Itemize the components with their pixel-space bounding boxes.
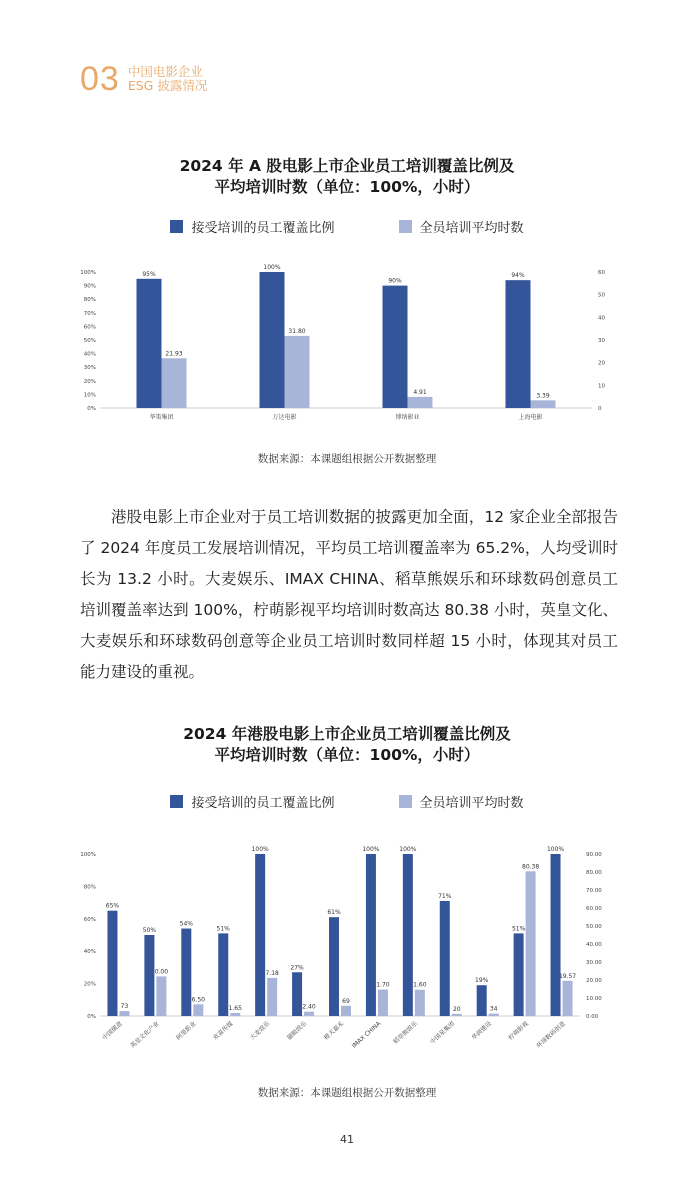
bar-coverage bbox=[477, 985, 487, 1016]
bar-label-hours: 34 bbox=[489, 1005, 498, 1013]
section-number: 03 bbox=[80, 60, 120, 98]
y-right-tick-label: 10 bbox=[598, 383, 605, 390]
bar-hours bbox=[304, 1012, 314, 1016]
bar-label-coverage: 50% bbox=[142, 927, 157, 934]
body-text bbox=[80, 502, 618, 688]
bar-label-hours: 31.80 bbox=[288, 327, 306, 335]
y-left-tick-label: 60% bbox=[83, 324, 96, 331]
bar-hours bbox=[162, 358, 187, 408]
chart2-source-note: 数据来源：本课题组根据公开数据整理 bbox=[257, 1087, 437, 1099]
bar-hours bbox=[489, 1014, 499, 1016]
bar-label-coverage: 51% bbox=[216, 925, 230, 933]
bar-hours bbox=[415, 990, 425, 1016]
x-tick-label: 柠萌影视 bbox=[507, 1020, 530, 1042]
bar-label-hours: 1.70 bbox=[376, 981, 390, 989]
legend-label-coverage: 接受培训的员工覆盖比例 bbox=[191, 796, 335, 811]
bar-hours bbox=[341, 1006, 351, 1016]
bar-label-coverage: 100% bbox=[546, 846, 565, 853]
bar-hours bbox=[408, 397, 433, 408]
bar-label-coverage: 100% bbox=[362, 846, 380, 853]
x-tick-label: 猫眼娱乐 bbox=[285, 1020, 309, 1042]
bar-label-coverage: 54% bbox=[179, 920, 193, 928]
y-left-tick-label: 30% bbox=[83, 365, 96, 372]
bar-label-hours: 69 bbox=[342, 997, 350, 1005]
bar-hours bbox=[285, 336, 310, 408]
bar-label-hours: 2.40 bbox=[302, 1003, 316, 1011]
bar-label-coverage: 100% bbox=[263, 264, 281, 271]
bar-label-hours: 7.18 bbox=[265, 969, 279, 977]
x-tick-label: 博纳影业 bbox=[395, 414, 420, 421]
y-right-tick-label: 0 bbox=[598, 406, 602, 412]
bar-hours bbox=[452, 1014, 462, 1016]
bar-coverage bbox=[181, 929, 191, 1016]
bar-label-hours: 1.65 bbox=[228, 1005, 242, 1013]
y-right-tick-label: 0.00 bbox=[586, 1014, 599, 1020]
y-right-tick-label: 80.00 bbox=[586, 870, 602, 876]
y-right-tick-label: 50.00 bbox=[586, 924, 602, 930]
bar-label-hours: 4.91 bbox=[413, 388, 427, 396]
bar-coverage bbox=[260, 272, 285, 408]
y-left-tick-label: 40% bbox=[83, 949, 96, 956]
bar-label-coverage: 71% bbox=[438, 892, 452, 900]
y-left-tick-label: 100% bbox=[80, 270, 96, 276]
bar-label-coverage: 100% bbox=[251, 846, 269, 853]
y-left-tick-label: 20% bbox=[83, 378, 96, 385]
x-tick-label: 阿里影业 bbox=[175, 1020, 198, 1042]
bar-hours bbox=[267, 978, 277, 1016]
x-tick-label: 华润建设 bbox=[470, 1020, 494, 1042]
bar-hours bbox=[230, 1013, 240, 1016]
bar-label-coverage: 100% bbox=[399, 846, 417, 853]
chart2-title bbox=[0, 724, 694, 766]
y-right-tick-label: 20 bbox=[598, 360, 605, 367]
x-tick-label: 稻草熊娱乐 bbox=[392, 1020, 420, 1046]
y-right-tick-label: 60 bbox=[598, 270, 605, 276]
bar-hours bbox=[531, 400, 556, 408]
bar-label-coverage: 61% bbox=[327, 909, 341, 917]
bar-label-hours: 21.93 bbox=[165, 350, 183, 358]
section-title bbox=[128, 65, 208, 93]
y-right-tick-label: 60.00 bbox=[586, 906, 602, 912]
x-tick-label: 华策集团 bbox=[149, 414, 174, 421]
bar-hours bbox=[156, 976, 166, 1016]
y-right-tick-label: 90.00 bbox=[586, 852, 602, 858]
bar-label-coverage: 95% bbox=[142, 270, 156, 278]
y-right-tick-label: 10.00 bbox=[586, 996, 602, 1002]
chart1-title-line1: 2024 年 A 股电影上市企业员工培训覆盖比例及 bbox=[179, 157, 515, 175]
bar-coverage bbox=[383, 286, 408, 408]
chart2-legend bbox=[0, 792, 694, 811]
page-number: 41 bbox=[340, 1133, 354, 1146]
bar-coverage bbox=[137, 279, 162, 408]
legend-swatch-secondary bbox=[399, 795, 412, 808]
y-right-tick-label: 30.00 bbox=[586, 960, 602, 966]
legend-label-hours: 全员培训平均时数 bbox=[419, 796, 524, 811]
bar-label-hours: 20 bbox=[452, 1005, 461, 1013]
bar-label-coverage: 94% bbox=[511, 272, 525, 280]
x-tick-label: 橙天嘉禾 bbox=[322, 1020, 346, 1042]
bar-coverage bbox=[506, 280, 531, 408]
bar-coverage bbox=[292, 972, 302, 1016]
y-left-tick-label: 20% bbox=[83, 981, 96, 988]
y-left-tick-label: 0% bbox=[87, 406, 96, 412]
chart2-plot bbox=[0, 836, 694, 1076]
chart1-legend-item-coverage bbox=[170, 217, 334, 236]
chart1-title-line2: 平均培训时数（单位：100%，小时） bbox=[214, 178, 480, 196]
x-tick-label: 欢喜传媒 bbox=[212, 1020, 235, 1042]
bar-label-coverage: 65% bbox=[105, 902, 120, 910]
section-title-line2: ESG 披露情况 bbox=[127, 78, 208, 93]
bar-coverage bbox=[329, 917, 339, 1016]
y-left-tick-label: 60% bbox=[83, 916, 96, 923]
y-right-tick-label: 20.00 bbox=[586, 978, 602, 984]
bar-label-coverage: 19% bbox=[475, 977, 489, 985]
chart1-legend-item-hours bbox=[399, 217, 524, 236]
bar-coverage bbox=[514, 933, 524, 1016]
x-tick-label: IMAX CHINA bbox=[350, 1020, 383, 1050]
x-tick-label: 万达电影 bbox=[272, 414, 297, 421]
x-tick-label: 中国星集团 bbox=[429, 1020, 457, 1046]
bar-label-hours: 1.60 bbox=[413, 981, 427, 989]
chart2-title-line1: 2024 年港股电影上市企业员工培训覆盖比例及 bbox=[183, 725, 511, 743]
y-left-tick-label: 0% bbox=[87, 1014, 96, 1020]
chart2-legend-item-hours bbox=[399, 792, 524, 811]
y-right-tick-label: 30 bbox=[598, 338, 605, 344]
bar-label-hours: 3.39 bbox=[536, 392, 550, 400]
y-left-tick-label: 50% bbox=[83, 338, 96, 344]
chart1-legend bbox=[0, 217, 694, 236]
chart1-title bbox=[0, 156, 694, 198]
bar-coverage bbox=[255, 854, 265, 1016]
section-title-line1: 中国电影企业 bbox=[127, 64, 203, 79]
bar-label-hours: 0.00 bbox=[154, 968, 169, 976]
legend-swatch-primary bbox=[170, 795, 183, 808]
bar-hours bbox=[193, 1004, 203, 1016]
bar-coverage bbox=[107, 911, 117, 1016]
bar-coverage bbox=[440, 901, 450, 1016]
body-paragraph: 港股电影上市企业对于员工培训数据的披露更加全面，12 家企业全部报告了 2024 年度员工发展培训情况，平均员工培训覆盖率为 65.2%，人均受训时长为 13.2 小时。大麦娱乐、IMAX CHINA、稻草熊娱乐和环球数码创意员工培训覆盖率达到 100%，柠萌影视平均培训时数高达 80.38 小时，英皇文化、大麦娱乐和环球数码创意等企业员工培训时数同样超 15 小时，体现其对员工能力建设的重视。 bbox=[80, 508, 618, 681]
y-right-tick-label: 50 bbox=[598, 292, 605, 299]
bar-label-hours: 80.38 bbox=[522, 863, 540, 871]
bar-label-coverage: 27% bbox=[290, 964, 304, 972]
legend-label-hours: 全员培训平均时数 bbox=[419, 221, 524, 236]
x-tick-label: 大麦娱乐 bbox=[248, 1020, 272, 1042]
chart1-source-note: 数据来源：本课题组根据公开数据整理 bbox=[257, 453, 437, 465]
bar-label-hours: 73 bbox=[120, 1003, 129, 1011]
legend-label-coverage: 接受培训的员工覆盖比例 bbox=[191, 221, 335, 236]
y-left-tick-label: 40% bbox=[83, 351, 96, 358]
bar-coverage bbox=[366, 854, 376, 1016]
x-tick-label: 中国儒意 bbox=[101, 1020, 124, 1042]
bar-hours bbox=[526, 871, 536, 1016]
bar-coverage bbox=[144, 935, 154, 1016]
y-left-tick-label: 100% bbox=[80, 852, 96, 858]
y-right-tick-label: 40 bbox=[598, 315, 605, 322]
y-left-tick-label: 10% bbox=[83, 392, 96, 399]
y-right-tick-label: 40.00 bbox=[586, 942, 602, 948]
bar-label-coverage: 90% bbox=[388, 277, 402, 285]
y-left-tick-label: 80% bbox=[83, 884, 96, 891]
section-header bbox=[80, 62, 207, 96]
bar-coverage bbox=[218, 933, 228, 1016]
y-left-tick-label: 90% bbox=[83, 283, 96, 290]
bar-hours bbox=[563, 981, 573, 1016]
bar-label-coverage: 51% bbox=[511, 925, 526, 933]
y-right-tick-label: 70.00 bbox=[586, 888, 602, 894]
y-left-tick-label: 80% bbox=[83, 297, 96, 304]
chart2-legend-item-coverage bbox=[170, 792, 334, 811]
bar-label-hours: 19.57 bbox=[558, 972, 577, 980]
chart2-title-line2: 平均培训时数（单位：100%，小时） bbox=[214, 746, 480, 764]
bar-coverage bbox=[551, 854, 561, 1016]
legend-swatch-secondary bbox=[399, 220, 412, 233]
y-left-tick-label: 70% bbox=[83, 310, 96, 317]
bar-coverage bbox=[403, 854, 413, 1016]
x-tick-label: 英皇文化产业 bbox=[129, 1020, 161, 1050]
x-tick-label: 环球数码创意 bbox=[535, 1020, 567, 1050]
bar-label-hours: 6.50 bbox=[191, 996, 205, 1004]
bar-hours bbox=[378, 990, 388, 1016]
legend-swatch-primary bbox=[170, 220, 183, 233]
bar-hours bbox=[119, 1011, 129, 1016]
chart1-plot bbox=[0, 258, 694, 428]
x-tick-label: 上海电影 bbox=[518, 414, 543, 421]
